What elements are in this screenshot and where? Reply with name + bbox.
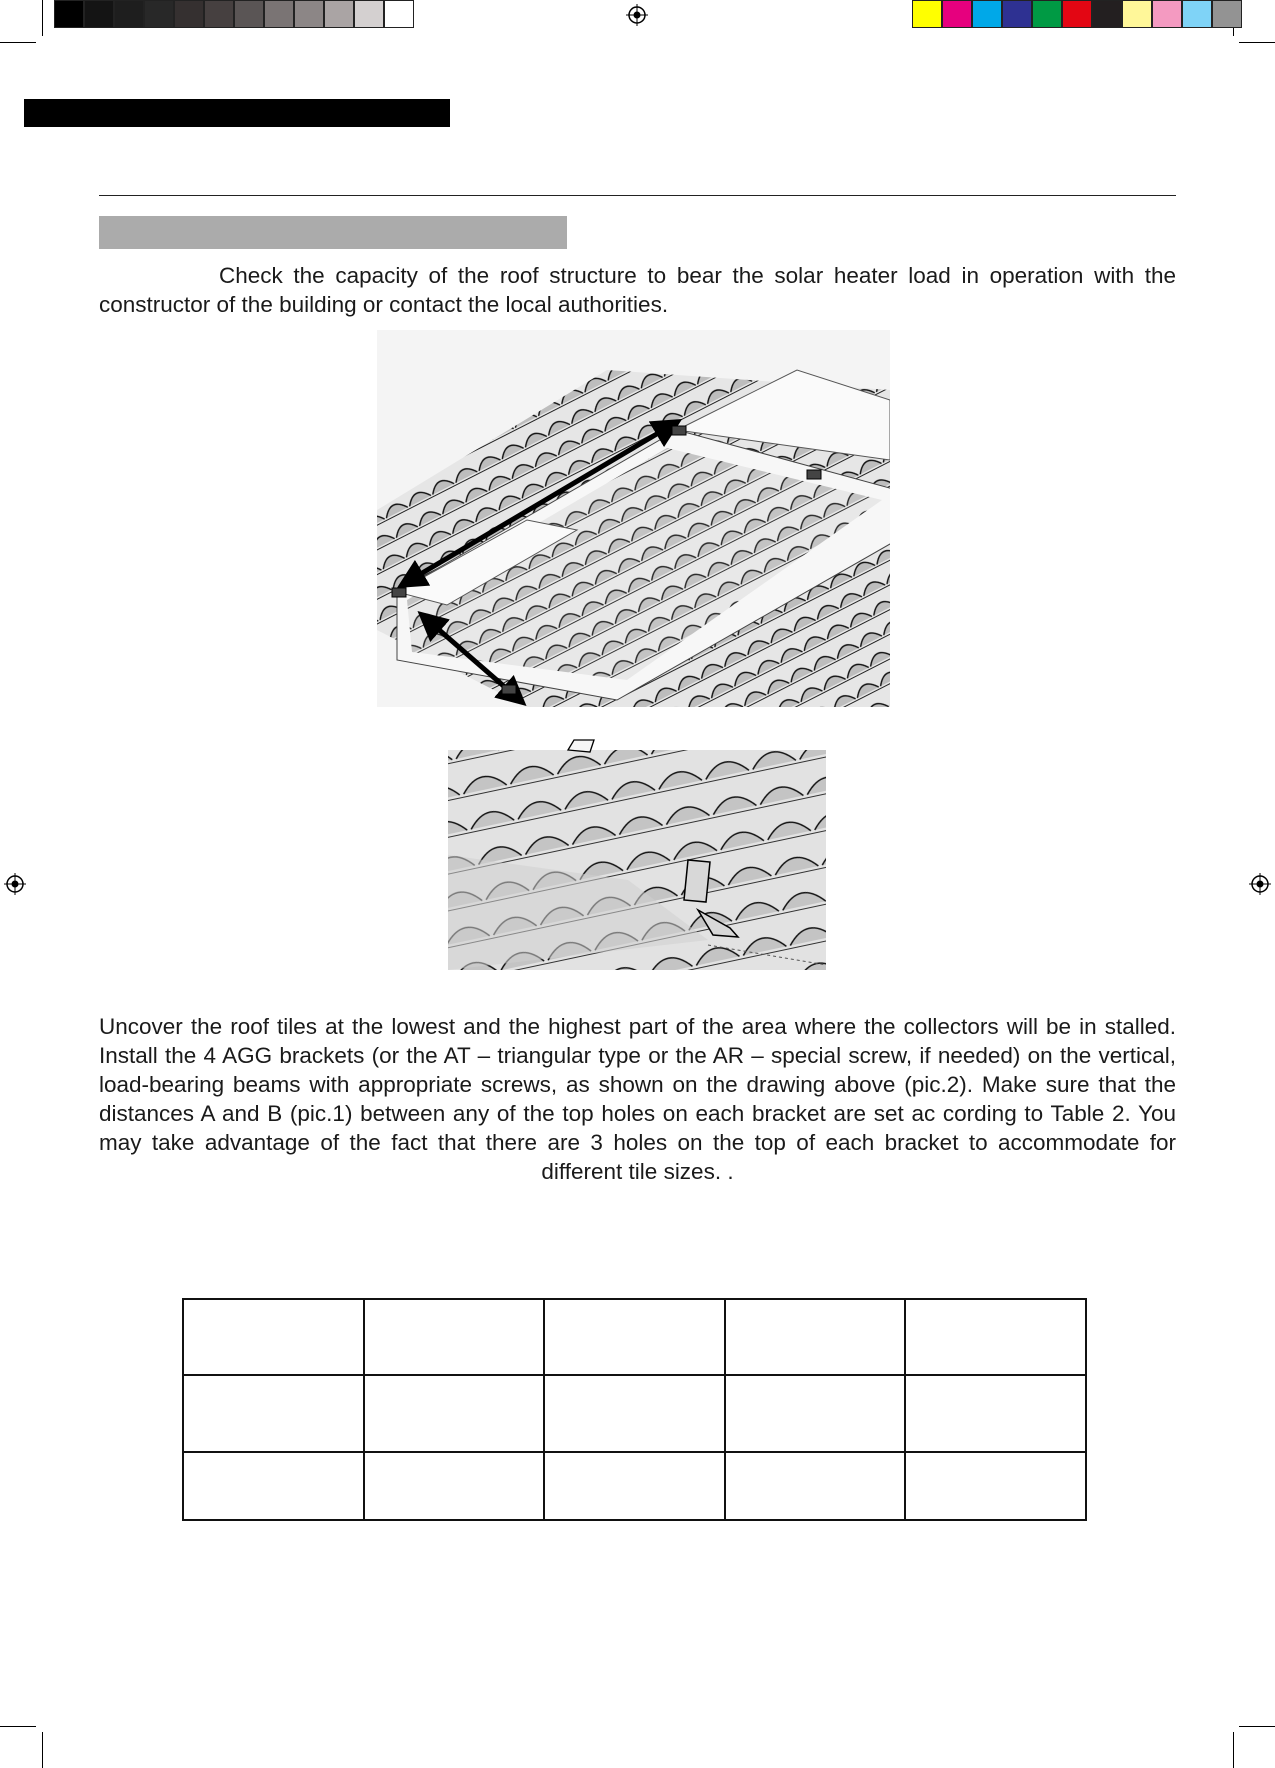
section-header-bar (24, 99, 450, 127)
roof-capacity-paragraph: Check the capacity of the roof structure to bear the solar heater load in operation with the constructor of the building or contact the local authorities. (99, 263, 1176, 317)
color-swatch (1032, 0, 1062, 28)
color-swatch (1152, 0, 1182, 28)
table-cell (725, 1299, 906, 1375)
table-cell (905, 1299, 1086, 1375)
table-2-grid (182, 1298, 1087, 1521)
grey-swatch (354, 0, 384, 28)
grey-swatch (54, 0, 84, 28)
color-swatch (1062, 0, 1092, 28)
grey-swatch (114, 0, 144, 28)
color-swatch (912, 0, 942, 28)
table-cell (544, 1299, 725, 1375)
table-cell (725, 1452, 906, 1520)
horizontal-rule (99, 195, 1176, 196)
color-swatch (1092, 0, 1122, 28)
table-row (183, 1299, 1086, 1375)
color-swatch (972, 0, 1002, 28)
grey-swatch (84, 0, 114, 28)
grey-swatch (174, 0, 204, 28)
subsection-header-bar (99, 216, 567, 249)
grey-swatch (384, 0, 414, 28)
registration-mark-left (4, 873, 26, 895)
table-cell (183, 1299, 364, 1375)
color-swatch (1182, 0, 1212, 28)
grey-swatch (204, 0, 234, 28)
registration-mark-right (1249, 873, 1271, 895)
grey-swatch (324, 0, 354, 28)
grey-swatch (144, 0, 174, 28)
table-cell (905, 1452, 1086, 1520)
table-cell (364, 1299, 545, 1375)
roof-brackets-figure (377, 330, 890, 707)
table-row (183, 1452, 1086, 1520)
grey-swatch (294, 0, 324, 28)
table-cell (905, 1375, 1086, 1452)
grey-swatch (264, 0, 294, 28)
color-swatch (1002, 0, 1032, 28)
table-cell (725, 1375, 906, 1452)
grey-swatch (234, 0, 264, 28)
color-swatch (942, 0, 972, 28)
registration-mark-top (626, 4, 648, 26)
table-cell (544, 1452, 725, 1520)
color-swatch (1212, 0, 1242, 28)
color-swatch (1122, 0, 1152, 28)
table-cell (183, 1452, 364, 1520)
bracket-detail-figure (448, 730, 826, 970)
table-cell (544, 1375, 725, 1452)
table-cell (364, 1375, 545, 1452)
table-row (183, 1375, 1086, 1452)
bracket-installation-paragraph: Uncover the roof tiles at the lowest and the highest part of the area where the collectors will be in stalled. Install the 4 AGG brackets (or the AT – triangular type or the AR – special screw, if needed) on the vertical, load-bearing beams with appropriate screws, as shown on the drawing above (pic.2). Make sure that the distances A and B (pic.1) between any of the top holes on each bracket are set ac cording to Table 2. You may take advantage of the fact that there are 3 holes on the top of each bracket to accommodate for different tile sizes. . (99, 1014, 1176, 1184)
table-cell (364, 1452, 545, 1520)
table-cell (183, 1375, 364, 1452)
